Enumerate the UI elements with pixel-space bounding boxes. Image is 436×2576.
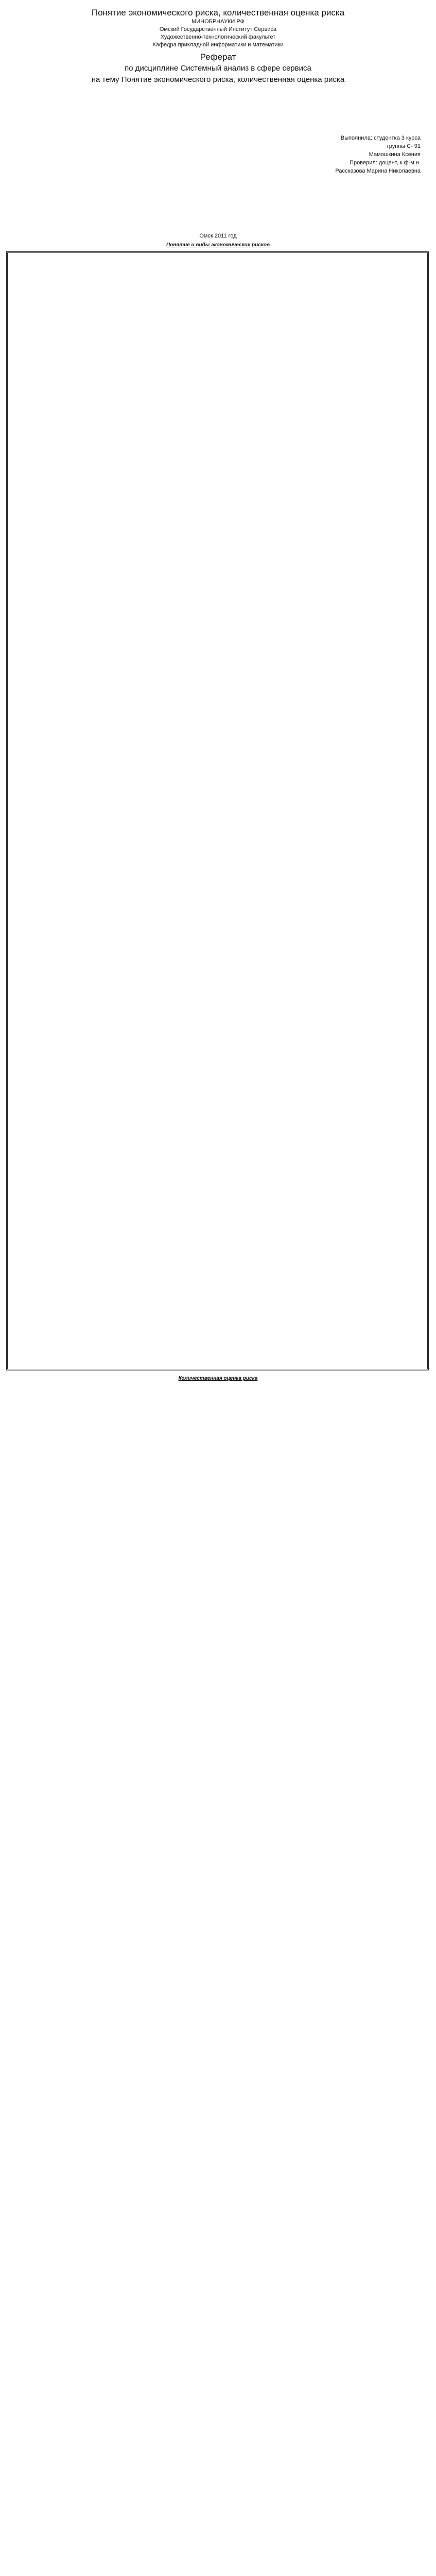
- section-heading-types-of-risk: Понятие и виды экономических рисков: [166, 242, 270, 248]
- ministry-name: МИНОБРНАУКИ РФ: [191, 19, 245, 25]
- faculty-name: Художественно-технологический факультет: [160, 34, 276, 40]
- institute-name: Омский Государственный Институт Сервиса: [159, 26, 277, 32]
- signature-line: Мамошкина Ксения: [369, 151, 421, 158]
- topic-line: на тему Понятие экономического риска, количественная оценка риска: [91, 75, 345, 84]
- framed-text-content: [8, 253, 427, 261]
- department-name: Кафедра прикладной информатики и математики: [152, 42, 284, 48]
- framed-text-box: [6, 251, 429, 1370]
- report-type-title: Реферат: [200, 52, 236, 62]
- signature-line: группы С- 91: [387, 143, 421, 149]
- signature-block: [335, 134, 421, 175]
- discipline-line: по дисциплине Системный анализ в сфере сервиса: [125, 64, 311, 73]
- document-title: Понятие экономического риска, количественная оценка риска: [91, 8, 345, 18]
- signature-line: Проверил: доцент, к.ф-м.н.: [350, 160, 421, 166]
- signature-line: Выполнила: студентка 3 курса: [340, 135, 421, 141]
- signature-line: Рассказова Марина Николаевна: [335, 168, 421, 174]
- title-block: [0, 7, 436, 85]
- section-heading-quantitative-assessment: Количественная оценка риска: [178, 1376, 258, 1381]
- city-year: Омск 2011 год: [199, 233, 237, 239]
